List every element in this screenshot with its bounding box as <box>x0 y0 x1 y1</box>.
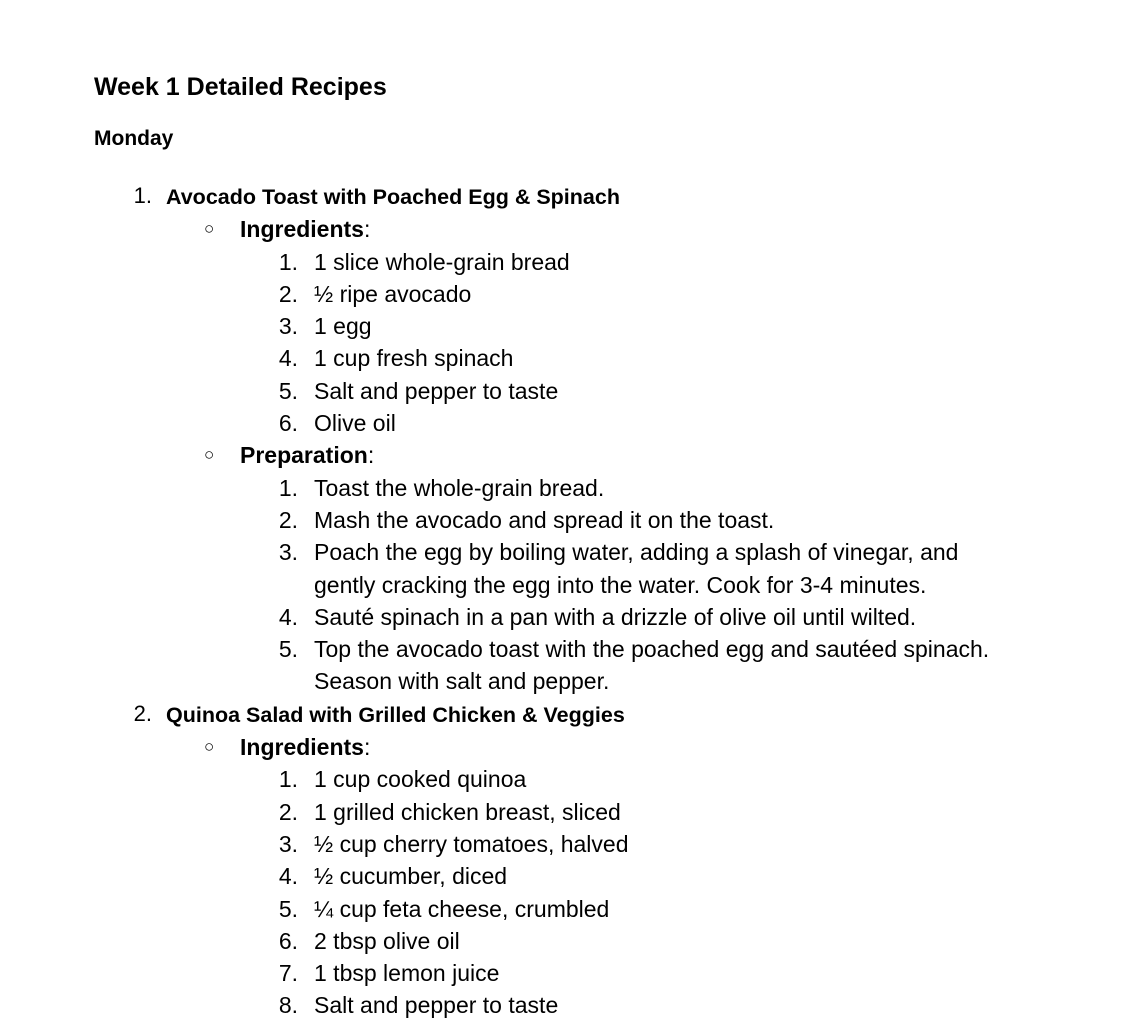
hollow-bullet-icon: ○ <box>204 219 215 239</box>
section-label: Ingredients <box>240 734 364 761</box>
list-item <box>94 504 1094 536</box>
list-item <box>94 342 1094 374</box>
list-item-number: 2. <box>278 798 298 825</box>
recipe-block <box>94 698 1094 1022</box>
list-item-text: Poach the egg by boiling water, adding a splash of vinegar, and <box>314 539 959 566</box>
list-item-text: Salt and pepper to taste <box>314 377 559 404</box>
list-item <box>94 893 1094 925</box>
list-item-text-continued: gently cracking the egg into the water. Cook for 3-4 minutes. <box>314 571 927 598</box>
list-item <box>94 796 1094 828</box>
list-item-number: 4. <box>278 345 298 372</box>
list-item-text: Olive oil <box>314 410 396 437</box>
list-item-text: 2 tbsp olive oil <box>314 927 460 954</box>
list-item-text: Sauté spinach in a pan with a drizzle of olive oil until wilted. <box>314 603 917 630</box>
list-item-continuation <box>94 665 1094 697</box>
list-item-number: 5. <box>278 895 298 922</box>
list-item <box>94 278 1094 310</box>
list-item-number: 5. <box>278 636 298 663</box>
section-label: Ingredients <box>240 216 364 243</box>
list-item-text: Toast the whole-grain bread. <box>314 474 605 501</box>
hollow-bullet-icon: ○ <box>204 445 215 465</box>
list-item-number: 7. <box>278 960 298 987</box>
list-item-text: ½ cup cherry tomatoes, halved <box>314 830 629 857</box>
list-item-number: 3. <box>278 313 298 340</box>
list-item-text-continued: Season with salt and pepper. <box>314 668 610 695</box>
day-heading: Monday <box>94 127 174 150</box>
list-item-text: ½ ripe avocado <box>314 280 472 307</box>
list-item <box>94 925 1094 957</box>
list-item-number: 1. <box>278 474 298 501</box>
list-item-text: ¼ cup feta cheese, crumbled <box>314 895 610 922</box>
list-item-text: 1 egg <box>314 313 372 340</box>
list-item-number: 4. <box>278 603 298 630</box>
list-item-number: 1. <box>278 766 298 793</box>
recipe-number: 1. <box>133 183 152 208</box>
recipe-section-heading <box>94 439 1094 471</box>
list-item <box>94 828 1094 860</box>
hollow-bullet-icon: ○ <box>204 737 215 757</box>
list-item <box>94 536 1094 568</box>
recipe-title: Avocado Toast with Poached Egg & Spinach <box>166 185 620 209</box>
section-colon: : <box>367 442 375 469</box>
document-title: Week 1 Detailed Recipes <box>94 73 387 101</box>
list-item-number: 6. <box>278 410 298 437</box>
section-colon: : <box>363 216 371 243</box>
list-item-number: 5. <box>278 377 298 404</box>
list-item-text: Top the avocado toast with the poached egg and sautéed spinach. <box>314 636 990 663</box>
list-item-number: 3. <box>278 539 298 566</box>
recipe-section-heading <box>94 213 1094 245</box>
list-item-text: 1 grilled chicken breast, sliced <box>314 798 621 825</box>
list-item <box>94 310 1094 342</box>
section-colon: : <box>363 734 371 761</box>
list-item-continuation <box>94 569 1094 601</box>
list-item <box>94 407 1094 439</box>
list-item <box>94 860 1094 892</box>
list-item-number: 8. <box>278 992 298 1019</box>
list-item-text: 1 tbsp lemon juice <box>314 960 500 987</box>
list-item-number: 2. <box>278 280 298 307</box>
list-item-number: 4. <box>278 863 298 890</box>
recipe-title-row <box>94 698 1094 731</box>
recipe-block <box>94 180 1094 698</box>
list-item <box>94 957 1094 989</box>
list-item <box>94 246 1094 278</box>
recipe-section-heading <box>94 731 1094 763</box>
list-item <box>94 763 1094 795</box>
list-item <box>94 472 1094 504</box>
section-label: Preparation <box>240 442 368 469</box>
list-item <box>94 633 1094 665</box>
list-item-text: 1 slice whole-grain bread <box>314 248 570 275</box>
document-page <box>94 70 1094 1022</box>
list-item-number: 2. <box>278 506 298 533</box>
list-item-text: 1 cup fresh spinach <box>314 345 514 372</box>
recipe-title: Quinoa Salad with Grilled Chicken & Veggies <box>166 702 625 727</box>
list-item <box>94 375 1094 407</box>
list-item-text: Salt and pepper to taste <box>314 992 559 1019</box>
list-item <box>94 601 1094 633</box>
list-item-text: ½ cucumber, diced <box>314 863 508 890</box>
recipe-number: 2. <box>133 700 152 726</box>
list-item <box>94 989 1094 1021</box>
list-item-text: Mash the avocado and spread it on the toast. <box>314 506 775 533</box>
list-item-number: 1. <box>278 248 298 275</box>
recipe-list <box>94 180 1094 1022</box>
list-item-number: 6. <box>278 927 298 954</box>
recipe-title-row <box>94 180 1094 213</box>
list-item-text: 1 cup cooked quinoa <box>314 766 527 793</box>
list-item-number: 3. <box>278 830 298 857</box>
